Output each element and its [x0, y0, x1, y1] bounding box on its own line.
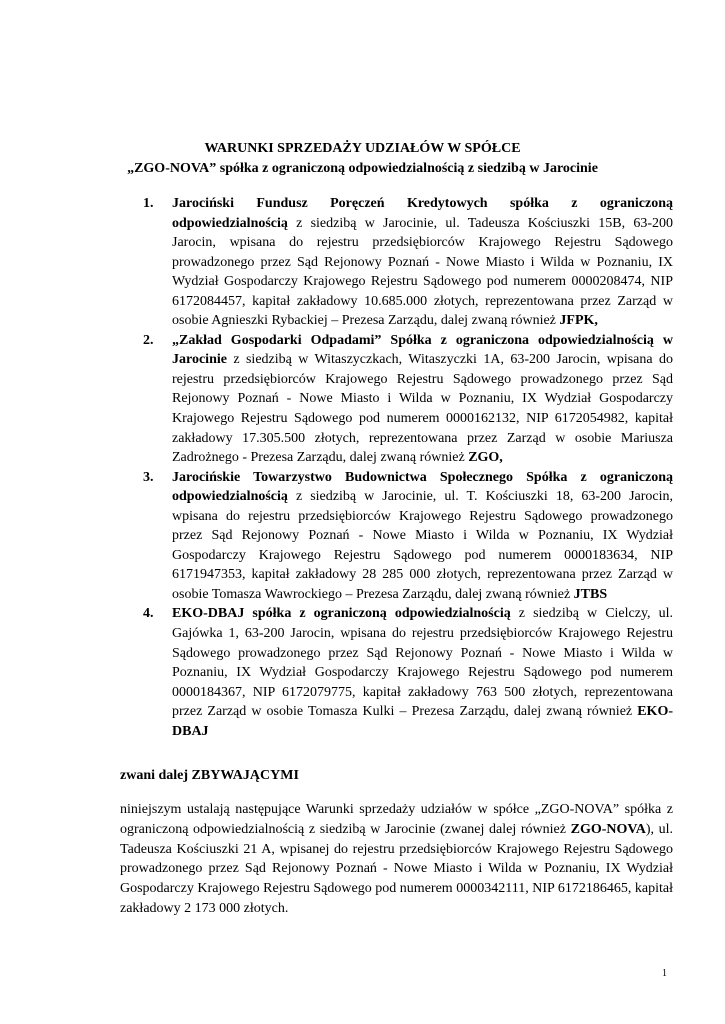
party-number: 3. — [143, 469, 154, 485]
party-name: Jarociński Fundusz Poręczeń Kredytowych spółka z ograniczoną odpowiedzialnością — [172, 196, 673, 231]
party-name: Jarocińskie Towarzystwo Budownictwa Społecznego Spółka z ograniczoną odpowiedzialnością — [172, 469, 673, 505]
party-details: z siedzibą w Jarocinie, ul. T. Kościuszki 18, 63-200 Jarocin, wpisana do rejestru przedsiębiorców Krajowego Rejestru Sądowego prowadzonego przez Sąd Rejonowy Poznań - Nowe Miasto i Wilda w Poznaniu, IX Wydział Gospodarczy Krajowego Rejestru Sądowego pod numerem 0000183634, NIP 6171947353, kapitał zakładowy 28 285 000 złotych, reprezentowana przez Zarząd w osobie Tomasza Wawrockiego – Prezesa Zarządu, dalej zwaną również — [172, 489, 673, 602]
party-abbreviation: ZGO, — [468, 450, 503, 466]
party-item — [143, 468, 673, 605]
party-item — [143, 194, 673, 331]
party-abbreviation: EKO-DBAJ — [172, 704, 673, 739]
paragraph-text-end: ), ul. Tadeusza Kościuszki 21 A, wpisanej do rejestru przedsiębiorców Krajowego Rejestru Sądowego prowadzonego przez Sąd Rejonowy Poznań - Nowe Miasto i Wilda w Poznaniu, IX Wydział Gospodarczy Krajowego Rejestru Sądowego pod numerem 0000342111, NIP 6172186465, kapitał zakładowy 2 173 000 złotych. — [120, 821, 673, 916]
party-name: „Zakład Gospodarki Odpadami” Spółka z ograniczona odpowiedzialnością w Jarocinie — [172, 332, 673, 368]
title-line-2: „ZGO-NOVA” spółka z ograniczoną odpowiedzialnością z siedzibą w Jarocinie — [127, 161, 598, 176]
main-paragraph — [120, 800, 673, 919]
party-abbreviation: JTBS — [573, 586, 608, 602]
document-title — [120, 139, 605, 179]
party-number: 4. — [143, 606, 154, 622]
party-details: z siedzibą w Cielczy, ul. Gajówka 1, 63-200 Jarocin, wpisana do rejestru przedsiębiorców Krajowego Rejestru Sądowego prowadzonego przez Sąd Rejonowy Poznań - Nowe Miasto i Wilda w Poznaniu, IX Wydział Gospodarczy Krajowego Rejestru Sądowego pod numerem 0000184367, NIP 6172079775, kapitał zakładowy 763 500 złotych, reprezentowana przez Zarząd w osobie Tomasza Kulki – Prezesa Zarządu, dalej zwaną również — [172, 606, 673, 720]
party-number: 2. — [143, 332, 154, 348]
party-abbreviation: JFPK, — [559, 313, 598, 329]
party-name: EKO-DBAJ spółka z ograniczoną odpowiedzialnością — [172, 606, 511, 622]
company-abbreviation: ZGO-NOVA — [570, 821, 646, 837]
party-number: 1. — [143, 196, 154, 211]
page-number: 1 — [662, 968, 667, 979]
party-details: z siedzibą w Jarocinie, ul. Tadeusza Kościuszki 15B, 63-200 Jarocin, wpisana do rejestru przedsiębiorców Krajowego Rejestru Sądowego prowadzonego przez Sąd Rejonowy Poznań - Nowe Miasto i Wilda w Poznaniu, IX Wydział Gospodarczy Krajowego Rejestru Sądowego pod numerem 0000208474, NIP 6172084457, kapitał zakładowy 10.685.000 złotych, reprezentowana przez Zarząd w osobie Agnieszki Rybackiej – Prezesa Zarządu, dalej zwaną również — [172, 215, 673, 329]
party-item — [143, 604, 673, 741]
party-details: z siedzibą w Witaszyczkach, Witaszyczki 1A, 63-200 Jarocin, wpisana do rejestru przedsiębiorców Krajowego Rejestru Sądowego prowadzonego przez Sąd Rejonowy Poznań - Nowe Miasto i Wilda w Poznaniu, IX Wydział Gospodarczy Krajowego Rejestru Sądowego pod numerem 0000162132, NIP 6172054982, kapitał zakładowy 17.305.500 złotych, reprezentowana przez Zarząd w osobie Mariusza Zadrożnego - Prezesa Zarządu, dalej zwaną również — [172, 352, 673, 466]
party-item — [143, 331, 673, 468]
paragraph-text-start: niniejszym ustalają następujące Warunki sprzedaży udziałów w spółce „ZGO-NOVA” spółka z ograniczoną odpowiedzialnością z siedzibą w Jarocinie (zwanej dalej również — [120, 802, 673, 837]
sellers-designation: zwani dalej ZBYWAJĄCYMI — [120, 768, 299, 783]
parties-list — [143, 194, 673, 741]
title-line-1: WARUNKI SPRZEDAŻY UDZIAŁÓW W SPÓŁCE — [204, 141, 521, 156]
